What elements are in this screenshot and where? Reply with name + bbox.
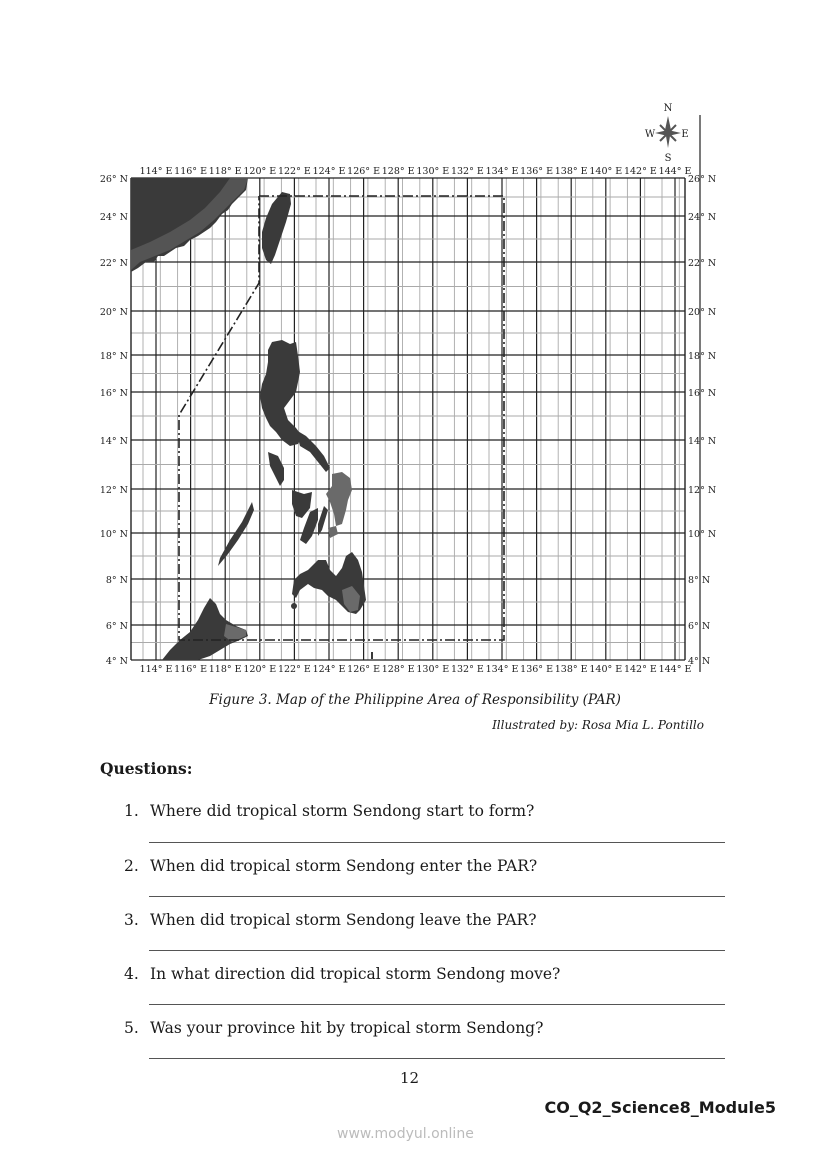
svg-text:132° E: 132° E [450, 664, 484, 675]
answer-line-4[interactable] [149, 1004, 725, 1005]
axis-labels [100, 166, 716, 675]
svg-text:S: S [664, 153, 672, 164]
svg-text:114° E: 114° E [139, 664, 173, 675]
land-masses [131, 178, 373, 660]
svg-text:130° E: 130° E [416, 664, 450, 675]
svg-text:10° N: 10° N [688, 529, 717, 540]
page-number: 12 [400, 1069, 420, 1087]
svg-text:142° E: 142° E [623, 664, 657, 675]
svg-text:130° E: 130° E [416, 166, 450, 177]
figure-caption: Figure 3. Map of the Philippine Area of Responsibility (PAR) [209, 692, 621, 708]
question-3: 3. When did tropical storm Sendong leave the PAR? [124, 911, 537, 929]
svg-text:128° E: 128° E [381, 166, 415, 177]
svg-text:132° E: 132° E [450, 166, 484, 177]
svg-text:E: E [681, 129, 689, 140]
svg-text:122° E: 122° E [277, 166, 311, 177]
svg-text:8° N: 8° N [688, 575, 711, 586]
svg-text:4° N: 4° N [105, 656, 128, 667]
question-5: 5. Was your province hit by tropical storm Sendong? [124, 1019, 544, 1037]
cebu [318, 506, 328, 536]
answer-line-5[interactable] [149, 1058, 725, 1059]
svg-text:22° N: 22° N [688, 258, 717, 269]
svg-text:144° E: 144° E [658, 664, 692, 675]
svg-text:22° N: 22° N [99, 258, 128, 269]
luzon [260, 340, 302, 446]
svg-text:4° N: 4° N [688, 656, 711, 667]
watermark: www.modyul.online [337, 1126, 474, 1142]
svg-text:144° E: 144° E [658, 166, 692, 177]
svg-text:114° E: 114° E [139, 166, 173, 177]
compass-rose-icon [645, 103, 689, 164]
svg-text:14° N: 14° N [688, 436, 717, 447]
svg-text:126° E: 126° E [347, 166, 381, 177]
svg-text:120° E: 120° E [243, 166, 277, 177]
svg-text:20° N: 20° N [688, 307, 717, 318]
svg-text:26° N: 26° N [688, 174, 717, 185]
svg-text:12° N: 12° N [688, 485, 717, 496]
svg-text:118° E: 118° E [208, 166, 242, 177]
questions-heading: Questions: [100, 759, 193, 778]
question-1: 1. Where did tropical storm Sendong start to form? [124, 802, 535, 820]
svg-text:24° N: 24° N [688, 212, 717, 223]
svg-text:18° N: 18° N [688, 351, 717, 362]
svg-text:140° E: 140° E [589, 664, 623, 675]
svg-text:134° E: 134° E [485, 166, 519, 177]
svg-text:6° N: 6° N [688, 621, 711, 632]
svg-text:8° N: 8° N [105, 575, 128, 586]
question-4: 4. In what direction did tropical storm Sendong move? [124, 965, 561, 983]
svg-text:134° E: 134° E [485, 664, 519, 675]
svg-text:124° E: 124° E [312, 166, 346, 177]
svg-text:116° E: 116° E [174, 166, 208, 177]
svg-text:124° E: 124° E [312, 664, 346, 675]
svg-text:140° E: 140° E [589, 166, 623, 177]
svg-text:136° E: 136° E [520, 166, 554, 177]
svg-text:142° E: 142° E [623, 166, 657, 177]
svg-text:6° N: 6° N [105, 621, 128, 632]
svg-text:14° N: 14° N [99, 436, 128, 447]
svg-text:26° N: 26° N [99, 174, 128, 185]
samar [326, 472, 352, 526]
answer-line-2[interactable] [149, 896, 725, 897]
svg-text:122° E: 122° E [277, 664, 311, 675]
svg-text:24° N: 24° N [99, 212, 128, 223]
svg-text:136° E: 136° E [520, 664, 554, 675]
taiwan [262, 192, 291, 264]
svg-text:16° N: 16° N [688, 388, 717, 399]
svg-text:20° N: 20° N [99, 307, 128, 318]
svg-text:128° E: 128° E [381, 664, 415, 675]
svg-text:138° E: 138° E [554, 664, 588, 675]
svg-text:120° E: 120° E [243, 664, 277, 675]
svg-text:116° E: 116° E [174, 664, 208, 675]
svg-text:W: W [644, 129, 656, 140]
svg-text:138° E: 138° E [554, 166, 588, 177]
svg-text:10° N: 10° N [99, 529, 128, 540]
figure-credit: Illustrated by: Rosa Mia L. Pontillo [492, 718, 704, 732]
answer-line-1[interactable] [149, 842, 725, 843]
svg-text:12° N: 12° N [99, 485, 128, 496]
question-2: 2. When did tropical storm Sendong enter the PAR? [124, 857, 538, 875]
svg-text:126° E: 126° E [347, 664, 381, 675]
svg-text:118° E: 118° E [208, 664, 242, 675]
svg-text:N: N [663, 103, 673, 114]
module-code: CO_Q2_Science8_Module5 [544, 1098, 776, 1117]
svg-text:18° N: 18° N [99, 351, 128, 362]
svg-text:16° N: 16° N [99, 388, 128, 399]
answer-line-3[interactable] [149, 950, 725, 951]
map-grid [131, 178, 685, 660]
